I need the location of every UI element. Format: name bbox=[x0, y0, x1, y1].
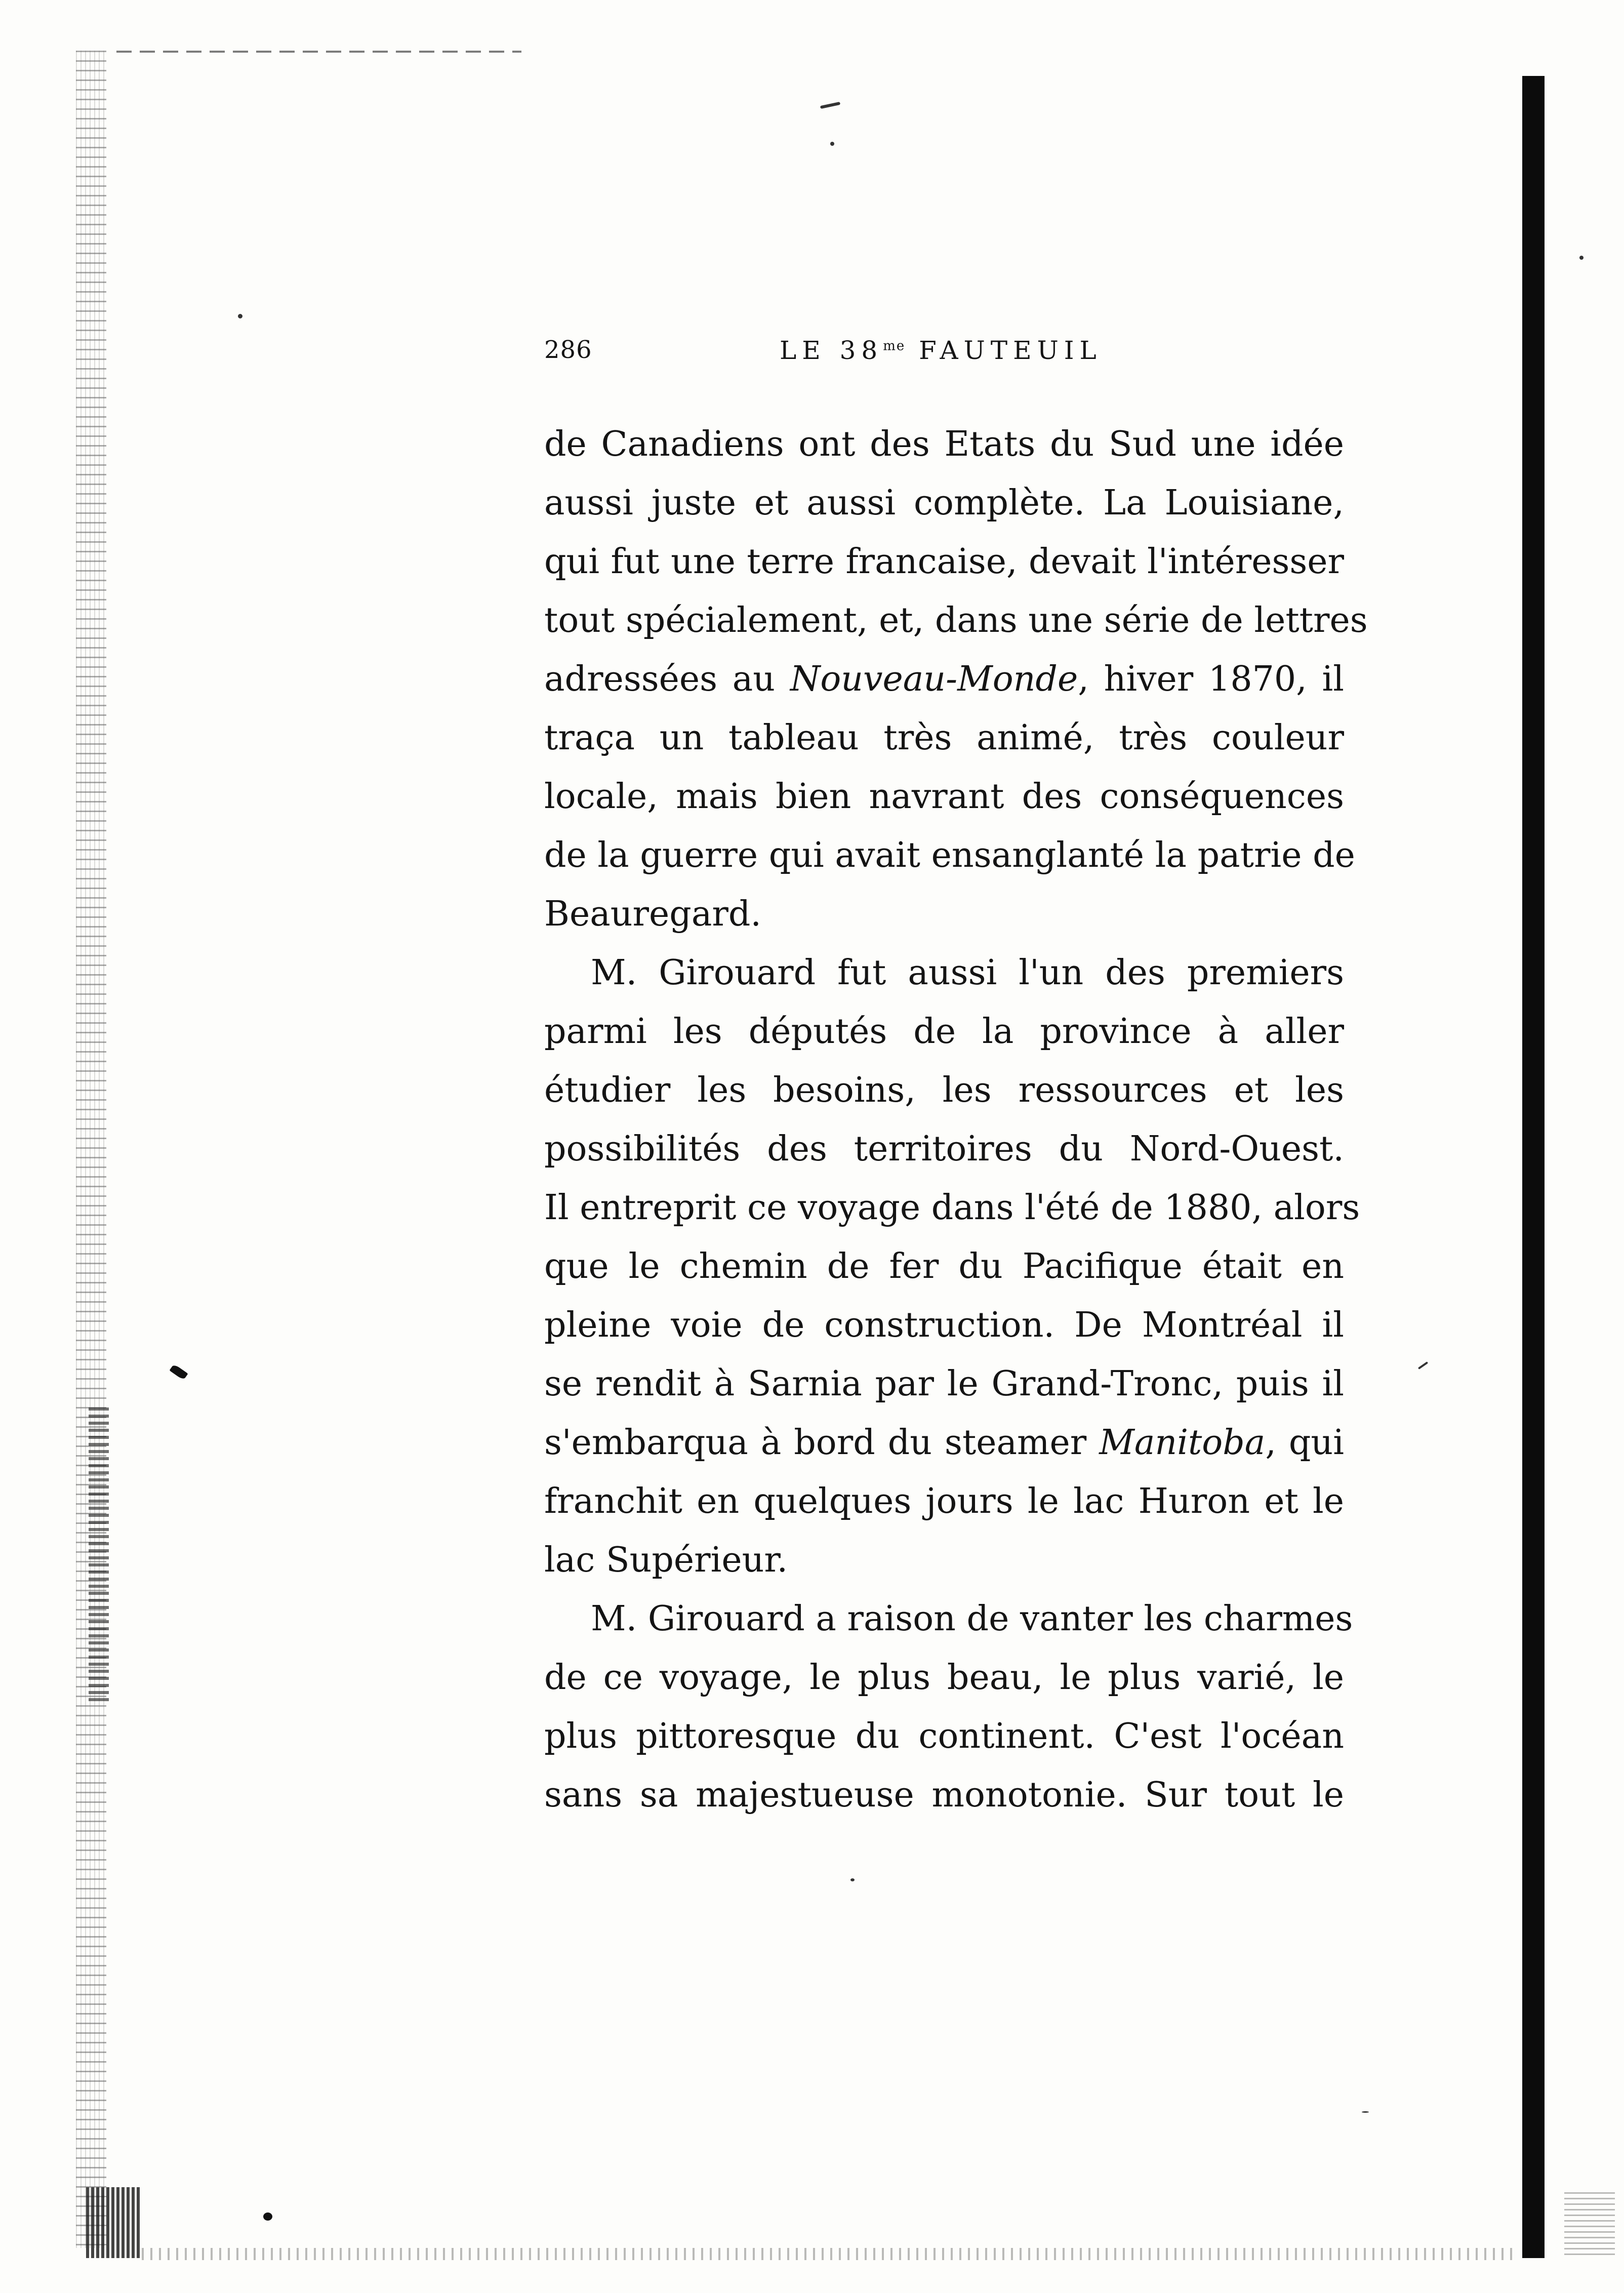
text-line: possibilités des territoires du Nord-Ouest. bbox=[544, 1129, 1344, 1169]
running-title-main: LE 38 bbox=[780, 336, 883, 365]
bottom-binding-mark bbox=[86, 2187, 142, 2258]
running-title-suffix: me bbox=[883, 338, 906, 354]
text-run: , qui bbox=[1265, 1423, 1344, 1463]
text-run: adressées au bbox=[544, 659, 776, 699]
paragraph bbox=[544, 944, 1360, 1590]
paragraph bbox=[544, 415, 1368, 944]
scan-speck bbox=[820, 102, 840, 109]
paragraph bbox=[544, 1590, 1353, 1825]
text-line: lac Supérieur. bbox=[544, 1540, 788, 1580]
italic-title: Nouveau-Monde bbox=[790, 659, 1078, 699]
scan-speck bbox=[850, 1878, 855, 1881]
scan-speck bbox=[238, 314, 242, 318]
text-line: traça un tableau très animé, très couleur bbox=[544, 718, 1344, 758]
text-line: se rendit à Sarnia par le Grand-Tronc, puis il bbox=[544, 1364, 1344, 1404]
text-line: qui fut une terre francaise, devait l'intéresser bbox=[544, 542, 1344, 582]
scan-speck bbox=[263, 2212, 272, 2221]
text-line: Il entreprit ce voyage dans l'été de 1880, alors bbox=[544, 1188, 1360, 1228]
page-number: 286 bbox=[544, 336, 592, 364]
bottom-edge-noise bbox=[142, 2248, 1519, 2260]
running-head bbox=[544, 336, 1344, 372]
text-line: tout spécialement, et, dans une série de lettres bbox=[544, 600, 1368, 640]
text-line bbox=[544, 1414, 1344, 1472]
scan-speck bbox=[1362, 2111, 1369, 2113]
binding-edge-dark-patch bbox=[89, 1407, 109, 1701]
text-run: s'embarqua à bord du steamer bbox=[544, 1423, 1087, 1463]
text-line: parmi les députés de la province à aller bbox=[544, 1012, 1344, 1052]
text-line: M. Girouard a raison de vanter les charmes bbox=[591, 1599, 1353, 1639]
text-line: locale, mais bien navrant des conséquences bbox=[544, 777, 1344, 817]
running-title-rest: FAUTEUIL bbox=[905, 336, 1102, 365]
scan-speck bbox=[830, 142, 834, 146]
text-line: franchit en quelques jours le lac Huron et le bbox=[544, 1481, 1344, 1521]
right-margin-bar bbox=[1522, 76, 1545, 2258]
italic-ship-name: Manitoba bbox=[1099, 1423, 1266, 1463]
text-run: , hiver 1870, il bbox=[1078, 659, 1344, 699]
text-line: que le chemin de fer du Pacifique était en bbox=[544, 1246, 1344, 1286]
text-line bbox=[544, 650, 1344, 709]
text-line: étudier les besoins, les ressources et les bbox=[544, 1070, 1344, 1110]
binding-edge-shadow bbox=[76, 51, 106, 2248]
text-line: aussi juste et aussi complète. La Louisiane, bbox=[544, 483, 1344, 523]
text-line: plus pittoresque du continent. C'est l'océan bbox=[544, 1716, 1344, 1756]
top-edge-rule bbox=[116, 51, 521, 53]
right-corner-specks bbox=[1564, 2192, 1615, 2258]
text-line: Beauregard. bbox=[544, 894, 762, 934]
scan-speck bbox=[169, 1364, 188, 1381]
text-line: pleine voie de construction. De Montréal il bbox=[544, 1305, 1344, 1345]
text-line: M. Girouard fut aussi l'un des premiers bbox=[591, 953, 1344, 993]
text-line: de la guerre qui avait ensanglanté la patrie de bbox=[544, 835, 1355, 875]
text-line: de Canadiens ont des Etats du Sud une idée bbox=[544, 424, 1344, 464]
scan-speck bbox=[1579, 256, 1584, 260]
text-line: sans sa majestueuse monotonie. Sur tout le bbox=[544, 1775, 1344, 1815]
body-text bbox=[544, 415, 1368, 1825]
text-line: de ce voyage, le plus beau, le plus varié, le bbox=[544, 1658, 1344, 1698]
running-title bbox=[780, 336, 1102, 365]
scan-speck bbox=[1418, 1361, 1428, 1370]
